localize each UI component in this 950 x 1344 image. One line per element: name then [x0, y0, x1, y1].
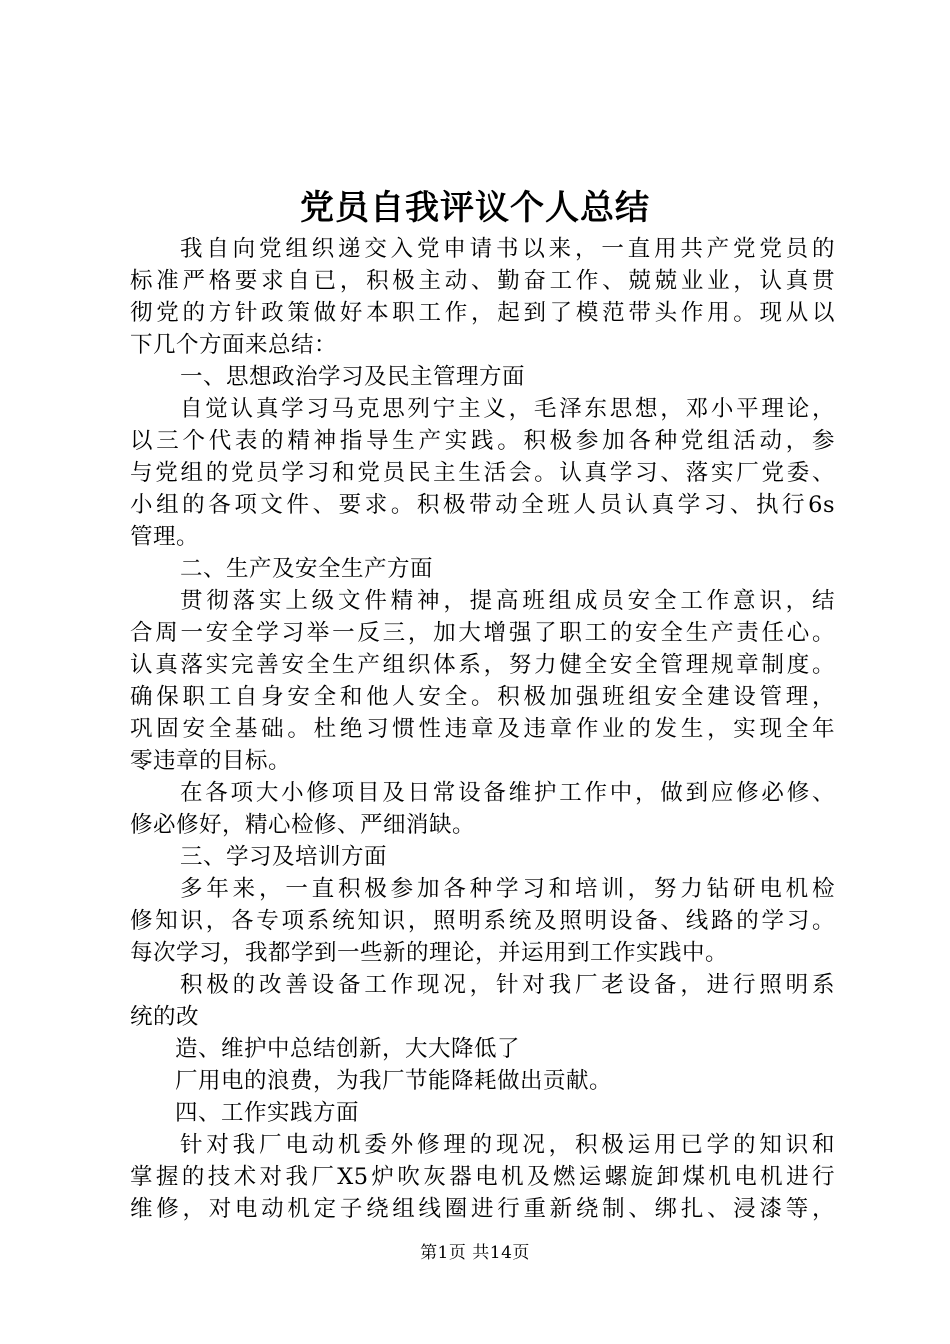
- body-line: 与党组的党员学习和党员民主生活会。认真学习、落实厂党委、: [130, 460, 835, 486]
- body-line: 巩固安全基础。杜绝习惯性违章及违章作业的发生，实现全年: [130, 716, 835, 742]
- body-line: 多年来，一直积极参加各种学习和培训，努力钻研电机检: [180, 876, 835, 902]
- body-line: 彻党的方针政策做好本职工作，起到了模范带头作用。现从以: [130, 300, 835, 326]
- section-heading: 四、工作实践方面: [175, 1100, 360, 1126]
- section-heading: 一、思想政治学习及民主管理方面: [180, 364, 526, 390]
- body-line: 修知识，各专项系统知识，照明系统及照明设备、线路的学习。: [130, 908, 835, 934]
- body-line: 标准严格要求自已，积极主动、勤奋工作、兢兢业业，认真贯: [130, 268, 835, 294]
- section-heading: 三、学习及培训方面: [180, 844, 388, 870]
- body-line: 造、维护中总结创新，大大降低了: [175, 1036, 521, 1062]
- body-line: 合周一安全学习举一反三，加大增强了职工的安全生产责任心。: [130, 620, 835, 646]
- body-line: 每次学习，我都学到一些新的理论，并运用到工作实践中。: [130, 940, 729, 966]
- body-line: 下几个方面来总结：: [130, 332, 338, 358]
- body-line: 以三个代表的精神指导生产实践。积极参加各种党组活动，参: [130, 428, 835, 454]
- body-line: 贯彻落实上级文件精神，提高班组成员安全工作意识，结: [180, 588, 835, 614]
- body-line: 在各项大小修项目及日常设备维护工作中，做到应修必修、: [180, 780, 835, 806]
- body-line: 修必修好，精心检修、严细消缺。: [130, 812, 476, 838]
- body-line: 自觉认真学习马克思列宁主义，毛泽东思想，邓小平理论，: [180, 396, 835, 422]
- body-line: 针对我厂电动机委外修理的现况，积极运用已学的知识和: [180, 1132, 835, 1158]
- document-body: [130, 233, 835, 1225]
- body-line: 维修，对电动机定子绕组线圈进行重新绕制、绑扎、浸漆等，: [130, 1196, 835, 1222]
- body-line: 管理。: [130, 524, 200, 550]
- document-title: 党员自我评议个人总结: [300, 188, 650, 228]
- section-heading: 二、生产及安全生产方面: [180, 556, 434, 582]
- body-line: 小组的各项文件、要求。积极带动全班人员认真学习、执行6s: [130, 492, 835, 518]
- body-line: 掌握的技术对我厂X5炉吹灰器电机及燃运螺旋卸煤机电机进行: [130, 1164, 835, 1190]
- body-line: 我自向党组织递交入党申请书以来，一直用共产党党员的: [180, 236, 835, 262]
- body-line: 积极的改善设备工作现况，针对我厂老设备，进行照明系: [180, 972, 835, 998]
- body-line: 零违章的目标。: [130, 748, 292, 774]
- body-line: 认真落实完善安全生产组织体系，努力健全安全管理规章制度。: [130, 652, 835, 678]
- body-line: 统的改: [130, 1004, 200, 1030]
- page-number: 第1页 共14页: [420, 1243, 530, 1263]
- body-line: 厂用电的浪费，为我厂节能降耗做出贡献。: [175, 1068, 613, 1094]
- body-line: 确保职工自身安全和他人安全。积极加强班组安全建设管理，: [130, 684, 835, 710]
